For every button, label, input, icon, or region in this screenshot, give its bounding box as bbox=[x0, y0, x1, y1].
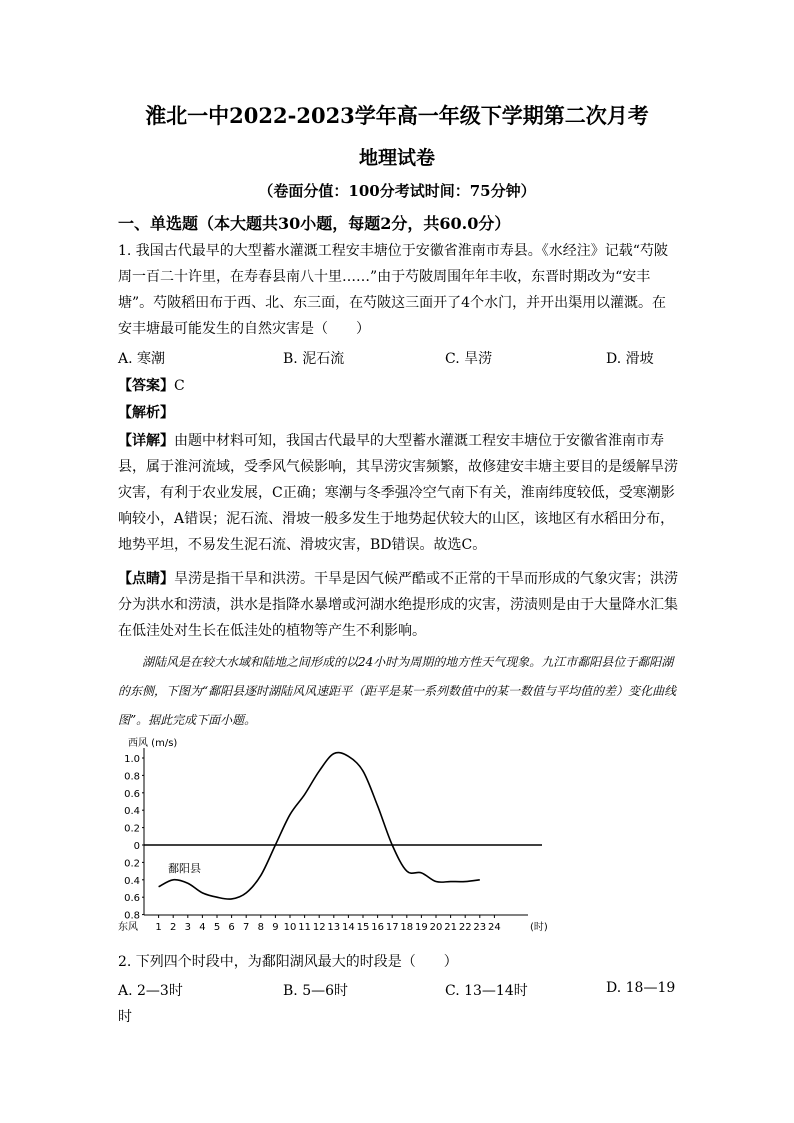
q1-option-d: D. 滑坡 bbox=[606, 351, 654, 367]
x-tick-label: 3 bbox=[184, 922, 191, 933]
x-tick-label: 4 bbox=[199, 922, 206, 933]
x-tick-label: 24 bbox=[488, 922, 501, 933]
x-tick-label: 19 bbox=[415, 922, 428, 933]
series-label: 鄱阳县 bbox=[168, 862, 201, 875]
x-tick-label: 7 bbox=[243, 922, 250, 933]
q1-detail bbox=[118, 428, 678, 558]
note-text: 旱涝是指干旱和洪涝。干旱是因气候严酷或不正常的干旱而形成的气象灾害；洪涝分为洪水和涝渍，洪水是指降水暴增或河湖水绝提形成的灾害，涝渍则是由于大量降水汇集在低洼处对生长在低洼处的植物等产生不利影响。 bbox=[118, 571, 678, 639]
x-tick-label: 11 bbox=[298, 922, 311, 933]
exam-subject: 地理试卷 bbox=[358, 147, 435, 169]
q2-option-d-tail: 时 bbox=[118, 1009, 132, 1025]
exam-info: （卷面分值：100分考试时间：75分钟） bbox=[258, 182, 536, 200]
y-tick-label: 0.4 bbox=[124, 806, 140, 818]
q1-note bbox=[118, 566, 678, 644]
x-tick-label: 5 bbox=[213, 922, 221, 933]
x-tick-label: 20 bbox=[429, 922, 443, 933]
y-tick-label: 0.6 bbox=[124, 893, 140, 905]
y-axis-label: 西风 (m/s) bbox=[128, 738, 178, 749]
q1-option-b: B. 泥石流 bbox=[283, 351, 345, 367]
answer-value: C bbox=[174, 378, 185, 394]
x-tick-label: 2 bbox=[170, 922, 177, 933]
y-tick-label: 0.6 bbox=[124, 788, 140, 800]
q2-option-d: D. 18—19 bbox=[606, 980, 676, 996]
x-tick-label: 6 bbox=[228, 922, 235, 933]
answer-label: 【答案】 bbox=[118, 378, 174, 394]
detail-text: 由题中材料可知，我国古代最早的大型蓄水灌溉工程安丰塘位于安徽省淮南市寿县，属于淮河流域，受季风气候影响，其旱涝灾害频繁，故修建安丰塘主要目的是缓解旱涝灾害，有利于农业发展，C正确；寒潮与冬季强冷空气南下有关，淮南纬度较低，受寒潮影响较小，A错误；泥石流、滑坡一般多发生于地势起伏较大的山区，该地区有水稻田分布，地势平坦，不易发生泥石流、滑坡灾害，BD错误。故选C。 bbox=[118, 433, 678, 553]
x-bottom-label: 东风 bbox=[118, 922, 138, 933]
exam-title: 淮北一中2022-2023学年高一年级下学期第二次月考 bbox=[145, 103, 649, 128]
x-tick-label: 13 bbox=[327, 922, 341, 933]
y-tick-label: 0.2 bbox=[124, 823, 140, 835]
x-tick-label: 21 bbox=[444, 922, 457, 933]
x-tick-label: 15 bbox=[356, 922, 370, 933]
q1-option-a: A. 寒潮 bbox=[118, 351, 166, 367]
q1-answer bbox=[118, 375, 185, 395]
detail-label: 【详解】 bbox=[118, 433, 174, 449]
y-tick-label: 0 bbox=[133, 841, 140, 852]
material-text: 湖陆风是在较大水域和陆地之间形成的以24小时为周期的地方性天气现象。九江市鄱阳县位于鄱阳湖的东侧，下图为“鄱阳县逐时湖陆风风速距平（距平是某一系列数值中的某一数值与平均值的差）变化曲线图”。据此完成下面小题。 bbox=[118, 655, 677, 727]
section-heading: 一、单选题（本大题共30小题，每题2分，共60.0分） bbox=[118, 214, 511, 233]
x-tick-label: 1 bbox=[155, 922, 162, 933]
y-tick-label: 1.0 bbox=[124, 754, 140, 765]
y-tick-label: 0.8 bbox=[124, 910, 140, 922]
x-tick-label: 23 bbox=[473, 922, 487, 933]
note-label: 【点睛】 bbox=[118, 571, 174, 587]
x-tick-label: 18 bbox=[400, 922, 414, 933]
x-tick-label: 17 bbox=[385, 922, 399, 933]
q1-option-c: C. 旱涝 bbox=[445, 351, 493, 367]
x-unit-label: (时) bbox=[530, 922, 548, 933]
x-tick-label: 12 bbox=[312, 922, 326, 933]
q2-option-b: B. 5—6时 bbox=[283, 983, 349, 999]
q2-option-c: C. 13—14时 bbox=[445, 983, 528, 999]
series-line bbox=[159, 753, 480, 900]
y-tick-label: 0.4 bbox=[124, 875, 140, 887]
y-tick-label: 0.8 bbox=[124, 771, 140, 783]
q2-option-a: A. 2—3时 bbox=[118, 983, 183, 999]
x-tick-label: 14 bbox=[342, 922, 355, 933]
x-tick-label: 8 bbox=[257, 922, 264, 933]
y-tick-label: 0.2 bbox=[124, 858, 140, 870]
x-tick-label: 10 bbox=[283, 922, 297, 933]
wind-anomaly-chart bbox=[118, 732, 558, 938]
question-2-stem: 2. 下列四个时段中，为鄱阳湖风最大的时段是（ ） bbox=[118, 954, 458, 970]
analysis-label: 【解析】 bbox=[118, 405, 174, 421]
x-tick-label: 9 bbox=[272, 922, 279, 933]
x-tick-label: 16 bbox=[371, 922, 384, 933]
x-tick-label: 22 bbox=[458, 922, 472, 933]
question-1-stem: 1. 我国古代最早的大型蓄水灌溉工程安丰塘位于安徽省淮南市寿县。《水经注》记载“芍陂周一百二十许里，在寿春县南八十里……”由于芍陂周围年年丰收，东晋时期改为“安丰塘”。芍陂稻田布于西、北、东三面，在芍陂这三面开了4个水门，并开出渠用以灌溉。在安丰塘最可能发生的自然灾害是（ ） bbox=[118, 243, 668, 337]
